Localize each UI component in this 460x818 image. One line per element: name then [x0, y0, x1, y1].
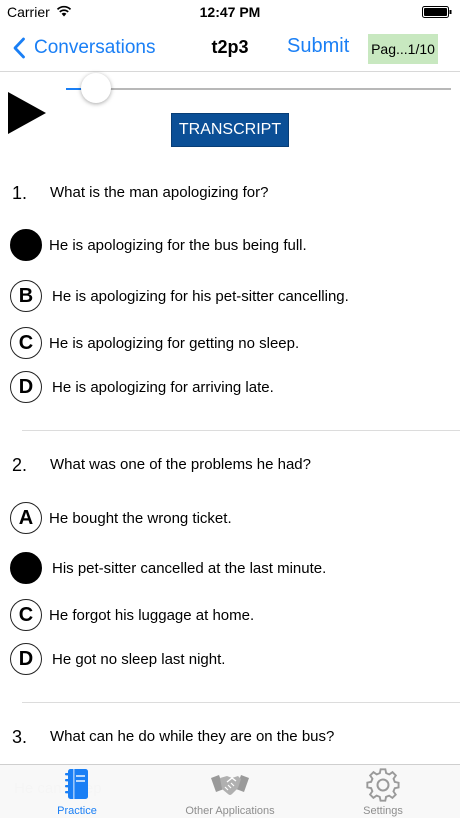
page-title: t2p3: [211, 37, 249, 57]
carrier-label: Carrier: [7, 4, 50, 20]
option-radio: A: [10, 502, 42, 534]
option-c[interactable]: [10, 599, 254, 631]
option-d[interactable]: [10, 371, 274, 403]
option-radio: D: [10, 371, 42, 403]
option-text: He is apologizing for getting no sleep.: [49, 334, 300, 352]
chevron-left-icon: [12, 37, 26, 59]
gear-icon: [363, 767, 403, 803]
status-time: 12:47 PM: [199, 4, 261, 20]
option-text: His pet-sitter cancelled at the last minute.: [52, 559, 327, 577]
option-text: He is apologizing for arriving late.: [52, 378, 274, 396]
tab-settings[interactable]: [348, 765, 418, 818]
tab-label: Other Applications: [185, 805, 275, 817]
submit-button[interactable]: Submit: [287, 35, 350, 57]
question-number: 3.: [12, 727, 28, 747]
notebook-icon: [57, 767, 97, 803]
tab-label: Practice: [57, 805, 97, 817]
tab-bar: [0, 764, 460, 818]
option-text: He bought the wrong ticket.: [49, 509, 232, 527]
back-button[interactable]: [12, 33, 155, 63]
question-text: What can he do while they are on the bus?: [50, 728, 335, 745]
page-indicator[interactable]: Pag...1/10: [368, 34, 438, 64]
option-text: He is apologizing for his pet-sitter cancelling.: [52, 287, 349, 305]
slider-fill: [66, 88, 81, 90]
tab-label: Settings: [363, 805, 403, 817]
option-text: He got no sleep last night.: [52, 650, 226, 668]
play-icon[interactable]: [8, 92, 46, 134]
option-text: He is apologizing for the bus being full.: [49, 236, 307, 254]
question-text: What is the man apologizing for?: [50, 184, 269, 201]
status-bar: [0, 0, 460, 26]
option-b[interactable]: [10, 280, 349, 312]
option-d[interactable]: [10, 643, 225, 675]
option-radio: [10, 552, 42, 584]
option-radio: D: [10, 643, 42, 675]
option-radio: C: [10, 327, 42, 359]
handshake-icon: [210, 767, 250, 803]
question-text: What was one of the problems he had?: [50, 456, 311, 473]
slider-thumb[interactable]: [81, 73, 111, 103]
question-number: 1.: [12, 183, 28, 203]
divider: [22, 702, 460, 703]
option-text: He forgot his luggage at home.: [49, 606, 255, 624]
option-b[interactable]: [10, 552, 326, 584]
back-label: Conversations: [34, 37, 156, 58]
option-a[interactable]: [10, 229, 307, 261]
option-a[interactable]: [10, 502, 232, 534]
battery-icon: [422, 6, 452, 18]
option-radio: [10, 229, 42, 261]
tab-other-applications[interactable]: [170, 765, 290, 818]
tab-practice[interactable]: [46, 765, 108, 818]
transcript-button[interactable]: TRANSCRIPT: [171, 113, 289, 147]
question-number: 2.: [12, 455, 28, 475]
option-c[interactable]: [10, 327, 299, 359]
option-radio: B: [10, 280, 42, 312]
option-radio: C: [10, 599, 42, 631]
nav-bar: [0, 26, 460, 72]
audio-progress-slider[interactable]: [66, 88, 451, 90]
divider: [22, 430, 460, 431]
